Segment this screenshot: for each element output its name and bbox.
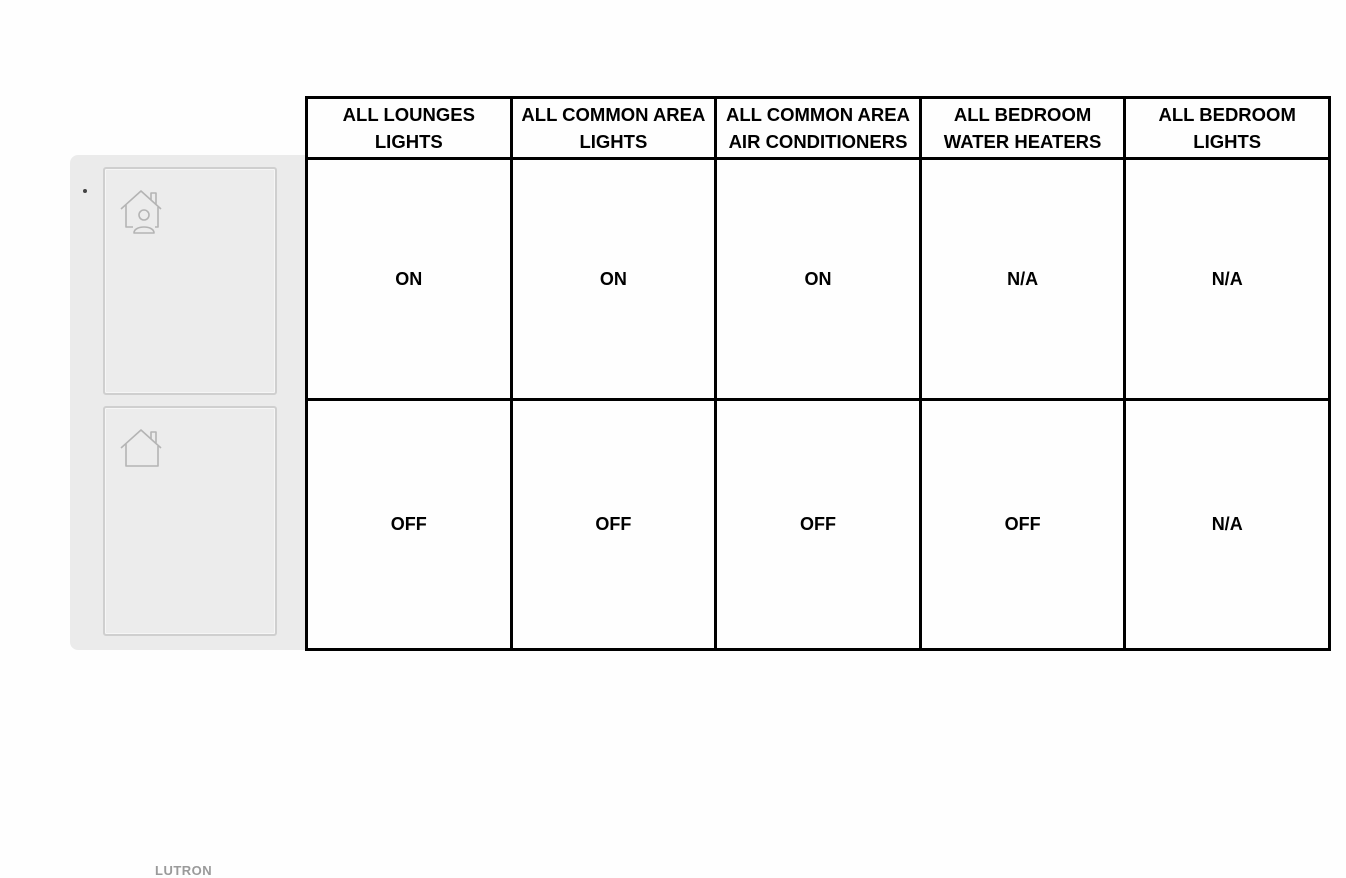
table-cell: OFF [716,400,921,650]
home-scene-button[interactable] [103,167,277,395]
table-cell: N/A [1125,159,1330,400]
header-line-1: ALL BEDROOM [953,104,1092,125]
header-row [307,98,1330,159]
pico-keypad [70,155,308,878]
column-header [1125,98,1330,159]
table-cell: N/A [1125,400,1330,650]
column-header [511,98,716,159]
header-line-2: LIGHTS [1193,131,1262,152]
table-row [307,400,1330,650]
header-line-1: ALL COMMON AREA [726,104,910,125]
table-cell: ON [511,159,716,400]
table-cell: OFF [307,400,512,650]
header-line-2: LIGHTS [579,131,648,152]
house-person-icon [117,187,165,239]
header-line-2: LIGHTS [374,131,443,152]
table-cell: ON [307,159,512,400]
header-line-2: WATER HEATERS [943,131,1102,152]
column-header [716,98,921,159]
column-header [920,98,1125,159]
status-led [83,189,87,193]
header-line-1: ALL LOUNGES [342,104,475,125]
table-cell: N/A [920,159,1125,400]
column-header [307,98,512,159]
header-line-2: AIR CONDITIONERS [728,131,908,152]
away-scene-button[interactable] [103,406,277,878]
header-line-1: ALL COMMON AREA [521,104,706,125]
table-cell: ON [716,159,921,400]
header-line-1: ALL BEDROOM [1158,104,1296,125]
table-row [307,159,1330,400]
table-cell: OFF [511,400,716,650]
house-icon [117,426,165,478]
scene-table [305,96,1331,651]
brand-logo: LUTRON [155,863,213,878]
table-cell: OFF [920,400,1125,650]
